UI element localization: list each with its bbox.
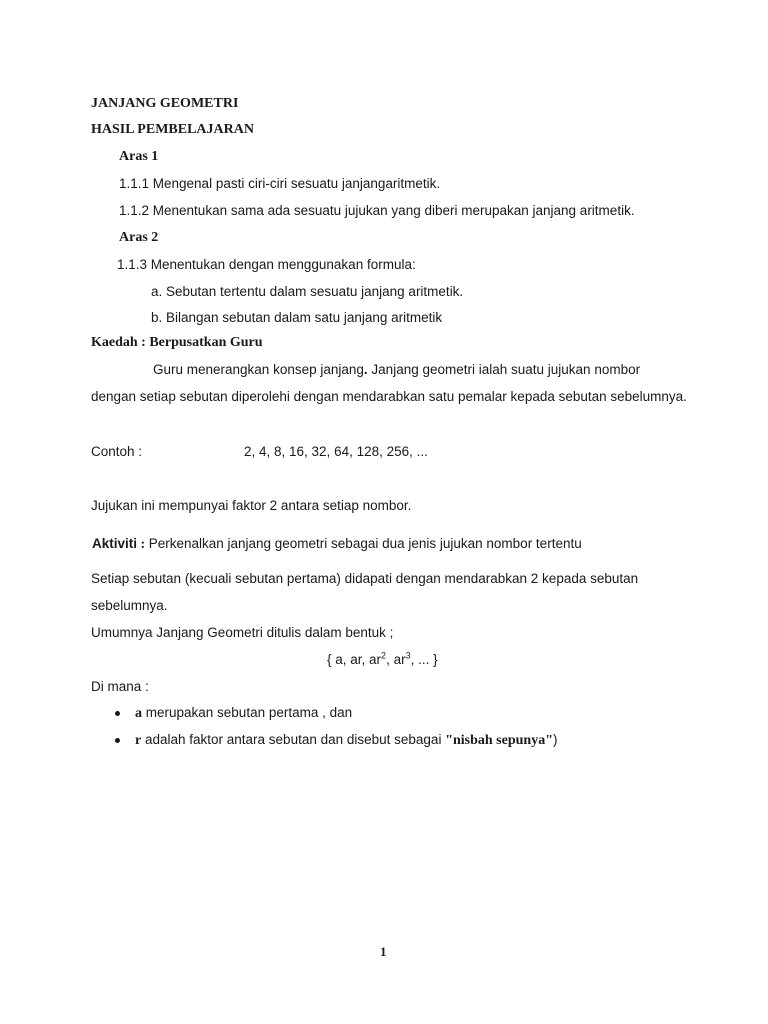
level-2-label: Aras 2	[119, 230, 159, 245]
formula-close: , ... }	[410, 652, 438, 667]
example-sequence: 2, 4, 8, 16, 32, 64, 128, 256, ...	[244, 444, 428, 459]
method-paragraph-part-b: Janjang geometri ialah suatu jujukan nombor	[367, 362, 641, 377]
level-2-subitem-a: a. Sebutan tertentu dalam sesuatu janjang aritmetik.	[151, 284, 464, 299]
document-title: JANJANG GEOMETRI	[91, 96, 239, 111]
general-form-intro: Umumnya Janjang Geometri ditulis dalam bentuk ;	[91, 625, 394, 640]
explanation-line-2: sebelumnya.	[91, 598, 168, 613]
factor-note: Jujukan ini mempunyai faktor 2 antara setiap nombor.	[91, 498, 412, 513]
activity-label: Aktiviti	[92, 536, 138, 551]
example-label: Contoh :	[91, 444, 143, 459]
formula-exponent-2: 2	[381, 650, 387, 661]
formula-middle: , ar	[386, 652, 406, 667]
general-form-formula	[327, 651, 438, 669]
definition-symbol-a: a	[135, 706, 142, 721]
level-1-label: Aras 1	[119, 149, 159, 164]
learning-outcomes-heading: HASIL PEMBELAJARAN	[91, 122, 254, 137]
level-2-item: 1.1.3 Menentukan dengan menggunakan formula:	[117, 257, 416, 272]
method-paragraph-part-a: Guru menerangkan konsep janjang	[153, 362, 364, 377]
definition-symbol-r: r	[135, 733, 142, 748]
level-1-item-1: 1.1.1 Mengenal pasti ciri-ciri sesuatu janjangaritmetik.	[119, 176, 441, 191]
formula-exponent-3: 3	[405, 650, 411, 661]
method-label: Kaedah : Berpusatkan Guru	[91, 335, 263, 350]
common-ratio-term: "nisbah sepunya"	[445, 733, 553, 748]
activity-colon: :	[137, 537, 149, 552]
definition-item-a	[135, 704, 352, 723]
bullet-icon	[115, 738, 120, 743]
bullet-icon	[115, 711, 120, 716]
method-paragraph-dot: .	[363, 362, 368, 377]
explanation-line-1: Setiap sebutan (kecuali sebutan pertama) didapati dengan mendarabkan 2 kepada sebutan	[91, 571, 639, 586]
formula-open: { a, ar, ar	[327, 652, 382, 667]
where-label: Di mana :	[91, 679, 149, 694]
method-paragraph-line-1	[153, 361, 640, 379]
page-number: 1	[380, 944, 387, 959]
method-paragraph-line-2: dengan setiap sebutan diperolehi dengan mendarabkan satu pemalar kepada sebutan sebelumnya.	[91, 389, 687, 404]
level-1-item-2: 1.1.2 Menentukan sama ada sesuatu jujukan yang diberi merupakan janjang aritmetik.	[119, 203, 635, 218]
definition-text-a: merupakan sebutan pertama , dan	[142, 705, 353, 720]
definition-item-r	[135, 731, 557, 750]
definition-tail-r: )	[552, 732, 558, 747]
activity-line	[92, 535, 582, 554]
definition-text-r: adalah faktor antara sebutan dan disebut sebagai	[141, 732, 446, 747]
level-2-subitem-b: b. Bilangan sebutan dalam satu janjang aritmetik	[151, 310, 443, 325]
activity-text: Perkenalkan janjang geometri sebagai dua jenis jujukan nombor tertentu	[148, 536, 582, 551]
